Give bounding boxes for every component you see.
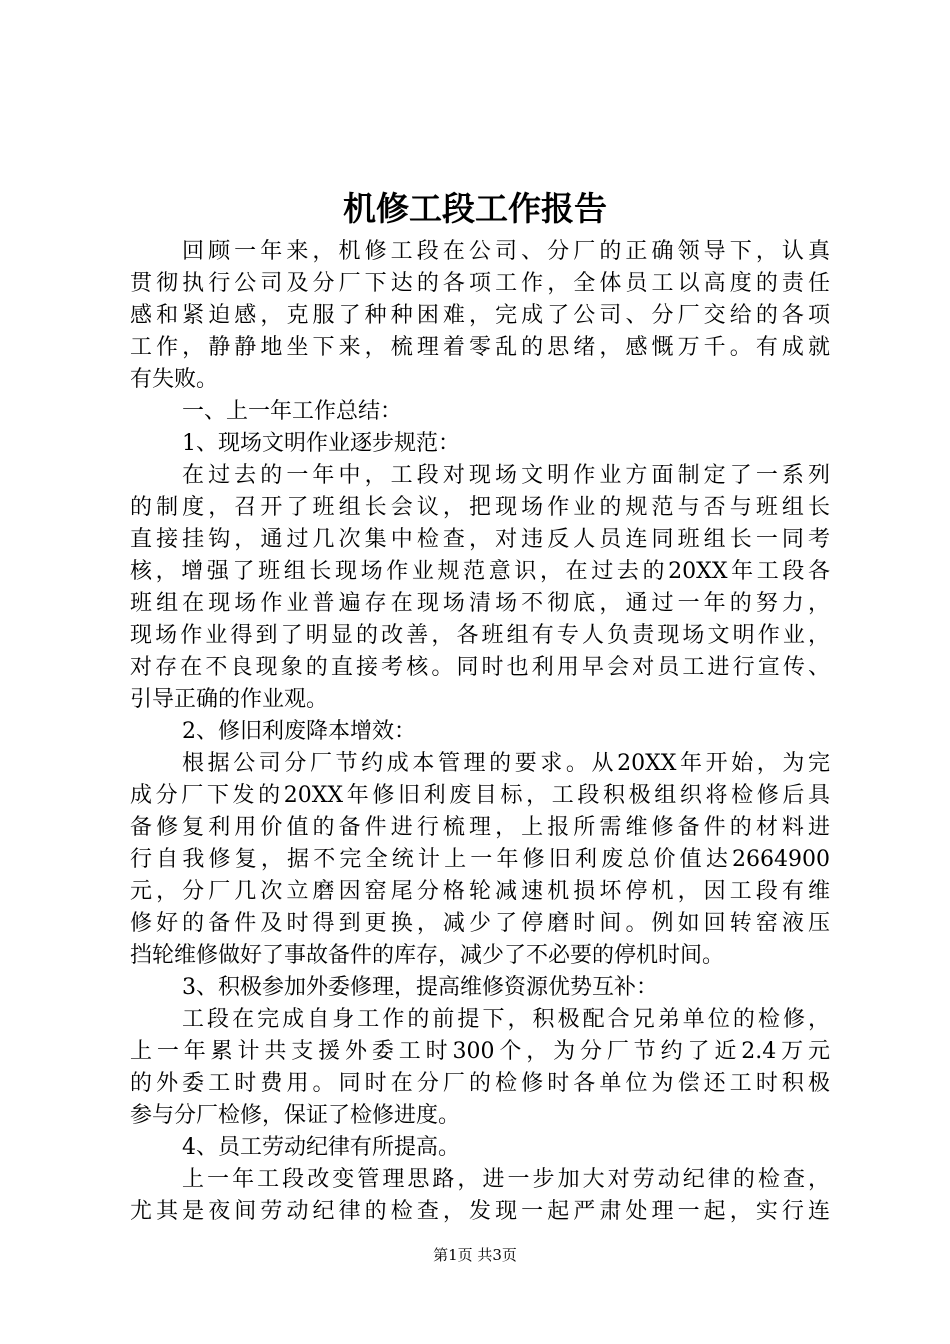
paragraph-line: 感和紧迫感，克服了种种困难，完成了公司、分厂交给的各项 [130, 303, 830, 328]
page-number-footer: 第1页 共3页 [433, 1246, 517, 1264]
paragraph-line: 尤其是夜间劳动纪律的检查，发现一起严肃处理一起，实行连 [130, 1199, 830, 1224]
paragraph-line: 的外委工时费用。同时在分厂的检修时各单位为偿还工时积极 [130, 1071, 830, 1096]
document-title: 机修工段工作报告 [343, 189, 607, 228]
subsection-heading: 4、员工劳动纪律有所提高。 [182, 1135, 460, 1160]
paragraph-line: 根据公司分厂节约成本管理的要求。从20XX年开始，为完 [182, 751, 830, 776]
paragraph-line: 回顾一年来，机修工段在公司、分厂的正确领导下，认真 [182, 239, 830, 264]
subsection-heading: 3、积极参加外委修理，提高维修资源优势互补： [182, 975, 658, 1000]
paragraph-line: 贯彻执行公司及分厂下达的各项工作，全体员工以高度的责任 [130, 271, 830, 296]
paragraph-line: 有失败。 [130, 367, 219, 392]
paragraph-line: 备修复利用价值的备件进行梳理，上报所需维修备件的材料进 [130, 815, 830, 840]
paragraph-line: 在过去的一年中，工段对现场文明作业方面制定了一系列 [182, 463, 830, 488]
subsection-heading: 1、现场文明作业逐步规范： [182, 431, 460, 456]
paragraph-line: 班组在现场作业普遍存在现场清场不彻底，通过一年的努力， [130, 591, 830, 616]
paragraph-line: 元，分厂几次立磨因窑尾分格轮减速机损坏停机，因工段有维 [130, 879, 830, 904]
paragraph-line: 直接挂钩，通过几次集中检查，对违反人员连同班组长一同考 [130, 527, 830, 552]
section-heading: 一、上一年工作总结： [182, 399, 403, 424]
paragraph-line: 参与分厂检修，保证了检修进度。 [130, 1103, 461, 1128]
subsection-heading: 2、修旧利废降本增效： [182, 719, 416, 744]
paragraph-line: 工段在完成自身工作的前提下，积极配合兄弟单位的检修， [182, 1007, 830, 1032]
paragraph-line: 引导正确的作业观。 [130, 687, 329, 712]
paragraph-line: 挡轮维修做好了事故备件的库存，减少了不必要的停机时间。 [130, 943, 725, 968]
paragraph-line: 对存在不良现象的直接考核。同时也利用早会对员工进行宣传、 [130, 655, 830, 680]
paragraph-line: 工作，静静地坐下来，梳理着零乱的思绪，感慨万千。有成就 [130, 335, 830, 360]
document-body [130, 236, 830, 1228]
paragraph-line: 上一年累计共支援外委工时300个，为分厂节约了近2.4万元 [130, 1039, 830, 1064]
paragraph-line: 的制度，召开了班组长会议，把现场作业的规范与否与班组长 [130, 495, 830, 520]
paragraph-line: 现场作业得到了明显的改善，各班组有专人负责现场文明作业， [130, 623, 830, 648]
paragraph-line: 上一年工段改变管理思路，进一步加大对劳动纪律的检查， [182, 1167, 830, 1192]
paragraph-line: 成分厂下发的20XX年修旧利废目标，工段积极组织将检修后具 [130, 783, 830, 808]
paragraph-line: 修好的备件及时得到更换，减少了停磨时间。例如回转窑液压 [130, 911, 830, 936]
paragraph-line: 核，增强了班组长现场作业规范意识，在过去的20XX年工段各 [130, 559, 830, 584]
paragraph-line: 行自我修复，据不完全统计上一年修旧利废总价值达2664900 [130, 847, 830, 872]
